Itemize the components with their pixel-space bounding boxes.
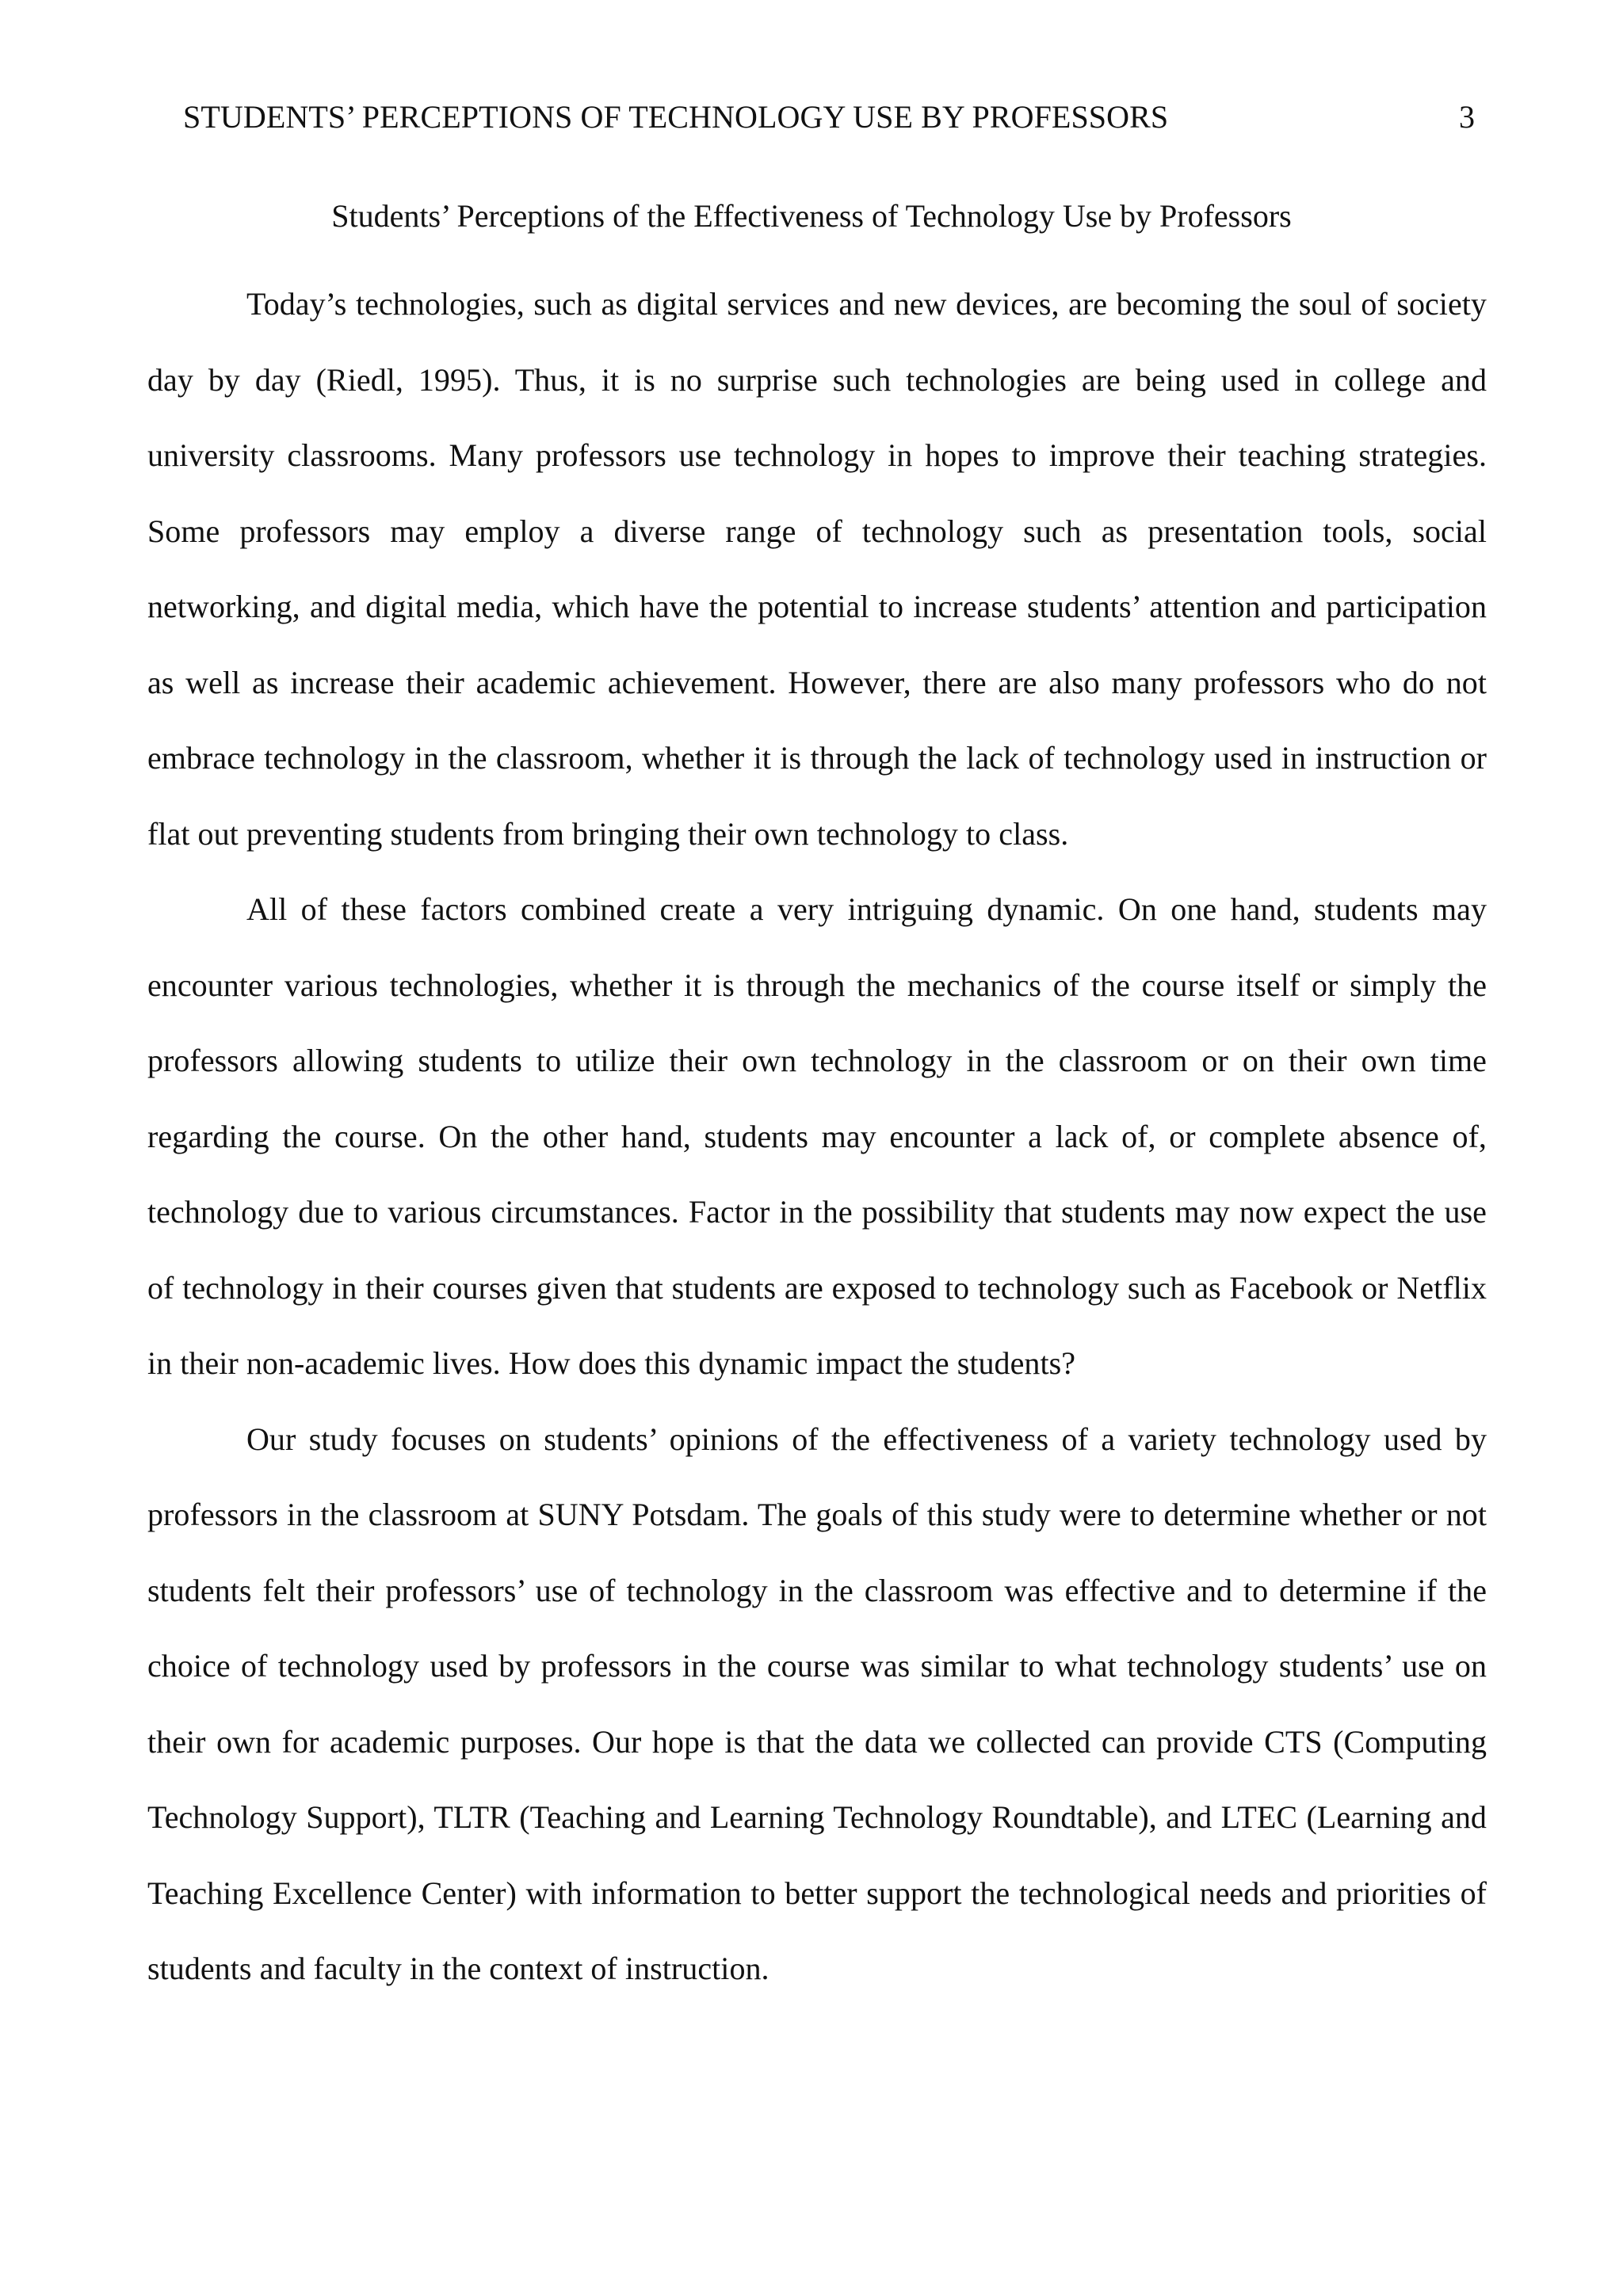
running-head: STUDENTS’ PERCEPTIONS OF TECHNOLOGY USE BY PROFESSORS — [183, 99, 1169, 135]
paper-title: Students’ Perceptions of the Effectiveness of Technology Use by Professors — [331, 198, 1292, 234]
page-number: 3 — [1459, 99, 1475, 135]
paragraph: Our study focuses on students’ opinions of the effectiveness of a variety technology used by professors in the classroom at SUNY Potsdam. The goals of this study were to determine whether or not students felt their professors’ use of technology in the classroom was effective and to determine if the choice of technology used by professors in the course was similar to what technology students’ use on their own for academic purposes. Our hope is that the data we collected can provide CTS (Computing Technology Support), TLTR (Teaching and Learning Technology Roundtable), and LTEC (Learning and Teaching Excellence Center) with information to better support the technological needs and priorities of students and faculty in the context of instruction. — [147, 1421, 1487, 1986]
paragraph: Today’s technologies, such as digital services and new devices, are becoming the soul of society day by day (Riedl, 1995). Thus, it is no surprise such technologies are being used in college and university classrooms. Many professors use technology in hopes to improve their teaching strategies. Some professors may employ a diverse range of technology such as presentation tools, social networking, and digital media, which have the potential to increase students’ attention and participation as well as increase their academic achievement. However, there are also many professors who do not embrace technology in the classroom, whether it is through the lack of technology used in instruction or flat out preventing students from bringing their own technology to class. — [147, 286, 1487, 852]
paragraph: All of these factors combined create a very intriguing dynamic. On one hand, students may encounter various technologies, whether it is through the mechanics of the course itself or simply the professors allowing students to utilize their own technology in the classroom or on their own time regarding the course. On the other hand, students may encounter a lack of, or complete absence of, technology due to various circumstances. Factor in the possibility that students may now expect the use of technology in their courses given that students are exposed to technology such as Facebook or Netflix in their non-academic lives. How does this dynamic impact the students? — [147, 891, 1487, 1381]
body-text — [147, 266, 1487, 2007]
